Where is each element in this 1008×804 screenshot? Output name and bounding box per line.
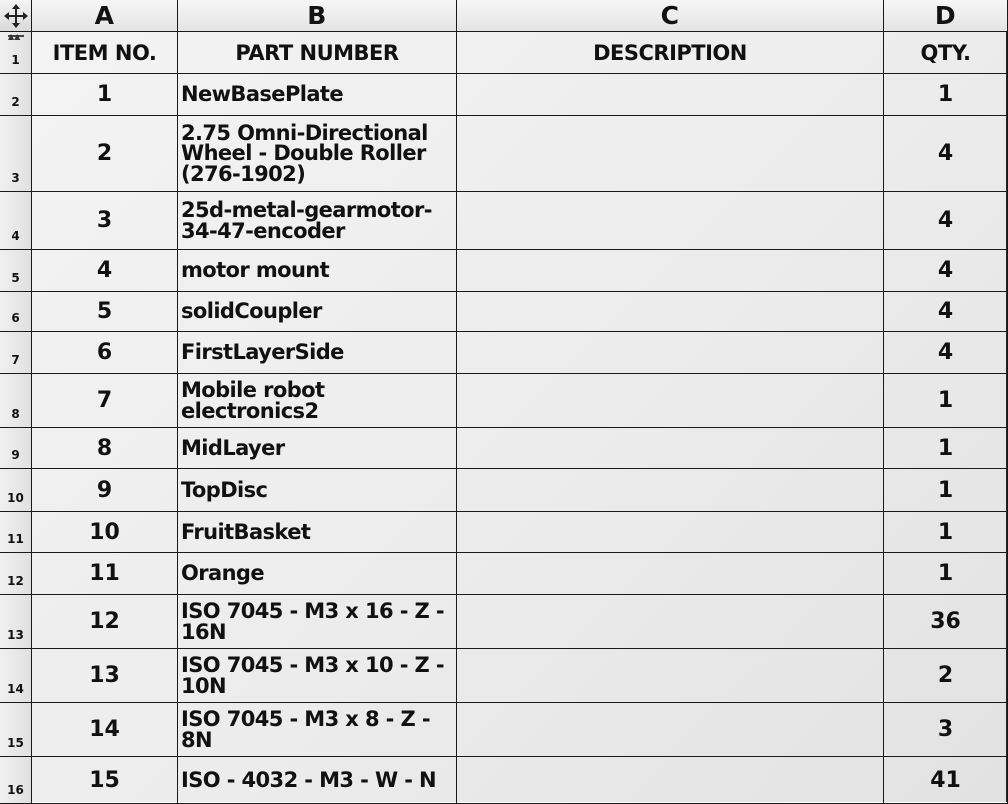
item-no-cell[interactable]: 1 [32,74,178,116]
row-header-9[interactable]: 9 [0,428,32,469]
item-no-cell[interactable]: 7 [32,374,178,428]
qty-cell[interactable]: 4 [884,332,1008,374]
qty-cell[interactable]: 1 [884,428,1008,469]
header-item-no[interactable]: ITEM NO. [32,32,178,74]
column-header-b[interactable]: B [178,0,457,32]
description-cell[interactable] [457,757,884,804]
part-number-cell[interactable]: FirstLayerSide [178,332,457,374]
item-no-cell[interactable]: 6 [32,332,178,374]
qty-cell[interactable]: 1 [884,469,1008,512]
row-header-16[interactable]: 16 [0,757,32,804]
move-table-icon[interactable] [0,0,32,32]
collapse-header-icon[interactable]: ▲▲ [8,32,21,41]
qty-cell[interactable]: 4 [884,192,1008,250]
row-header-2[interactable]: 2 [0,74,32,116]
row-header-5[interactable]: 5 [0,250,32,292]
part-number-cell[interactable]: ISO - 4032 - M3 - W - N [178,757,457,804]
part-number-cell[interactable]: NewBasePlate [178,74,457,116]
header-qty[interactable]: QTY. [884,32,1008,74]
description-cell[interactable] [457,703,884,757]
description-cell[interactable] [457,469,884,512]
row-header-14[interactable]: 14 [0,649,32,703]
row-header-1[interactable]: ▲▲ 1 [0,32,32,74]
part-number-cell[interactable]: ISO 7045 - M3 x 8 - Z - 8N [178,703,457,757]
column-header-c[interactable]: C [457,0,884,32]
item-no-cell[interactable]: 2 [32,116,178,192]
part-number-cell[interactable]: 25d-metal-gearmotor-34-47-encoder [178,192,457,250]
description-cell[interactable] [457,374,884,428]
item-no-cell[interactable]: 10 [32,512,178,553]
qty-cell[interactable]: 1 [884,374,1008,428]
part-number-cell[interactable]: solidCoupler [178,292,457,332]
row-header-4[interactable]: 4 [0,192,32,250]
qty-cell[interactable]: 4 [884,250,1008,292]
item-no-cell[interactable]: 8 [32,428,178,469]
part-number-cell[interactable]: ISO 7045 - M3 x 16 - Z - 16N [178,595,457,649]
qty-cell[interactable]: 36 [884,595,1008,649]
description-cell[interactable] [457,74,884,116]
item-no-cell[interactable]: 11 [32,553,178,595]
header-part-number[interactable]: PART NUMBER [178,32,457,74]
column-header-a[interactable]: A [32,0,178,32]
row-header-7[interactable]: 7 [0,332,32,374]
description-cell[interactable] [457,649,884,703]
row-header-3[interactable]: 3 [0,116,32,192]
qty-cell[interactable]: 1 [884,74,1008,116]
qty-cell[interactable]: 1 [884,512,1008,553]
part-number-cell[interactable]: TopDisc [178,469,457,512]
description-cell[interactable] [457,116,884,192]
header-description[interactable]: DESCRIPTION [457,32,884,74]
description-cell[interactable] [457,292,884,332]
item-no-cell[interactable]: 13 [32,649,178,703]
part-number-cell[interactable]: Orange [178,553,457,595]
item-no-cell[interactable]: 15 [32,757,178,804]
part-number-cell[interactable]: 2.75 Omni-Directional Wheel - Double Roller (276-1902) [178,116,457,192]
item-no-cell[interactable]: 3 [32,192,178,250]
description-cell[interactable] [457,512,884,553]
qty-cell[interactable]: 4 [884,292,1008,332]
part-number-cell[interactable]: ISO 7045 - M3 x 10 - Z - 10N [178,649,457,703]
qty-cell[interactable]: 3 [884,703,1008,757]
item-no-cell[interactable]: 9 [32,469,178,512]
row-header-6[interactable]: 6 [0,292,32,332]
row-header-15[interactable]: 15 [0,703,32,757]
qty-cell[interactable]: 41 [884,757,1008,804]
description-cell[interactable] [457,250,884,292]
part-number-cell[interactable]: Mobile robot electronics2 [178,374,457,428]
item-no-cell[interactable]: 4 [32,250,178,292]
qty-cell[interactable]: 4 [884,116,1008,192]
row-header-13[interactable]: 13 [0,595,32,649]
row-header-11[interactable]: 11 [0,512,32,553]
item-no-cell[interactable]: 14 [32,703,178,757]
row-header-8[interactable]: 8 [0,374,32,428]
description-cell[interactable] [457,553,884,595]
qty-cell[interactable]: 1 [884,553,1008,595]
part-number-cell[interactable]: motor mount [178,250,457,292]
description-cell[interactable] [457,428,884,469]
description-cell[interactable] [457,192,884,250]
part-number-cell[interactable]: MidLayer [178,428,457,469]
row-header-10[interactable]: 10 [0,469,32,512]
part-number-cell[interactable]: FruitBasket [178,512,457,553]
row-header-12[interactable]: 12 [0,553,32,595]
description-cell[interactable] [457,595,884,649]
item-no-cell[interactable]: 5 [32,292,178,332]
description-cell[interactable] [457,332,884,374]
column-header-d[interactable]: D [884,0,1008,32]
qty-cell[interactable]: 2 [884,649,1008,703]
item-no-cell[interactable]: 12 [32,595,178,649]
